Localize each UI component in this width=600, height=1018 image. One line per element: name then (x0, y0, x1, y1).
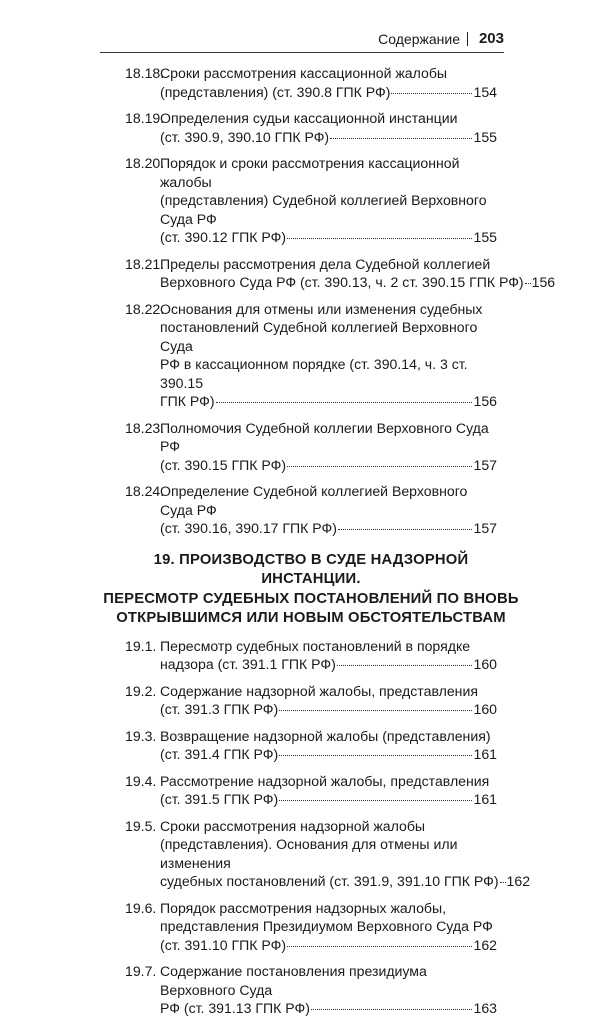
chapter-heading-line: 19. ПРОИЗВОДСТВО В СУДЕ НАДЗОРНОЙ ИНСТАНЦИИ. (153, 551, 469, 587)
toc-entry-number: 19.6. (125, 899, 157, 916)
toc-entry-title-line: Содержание постановления президиума Верховного Суда (160, 963, 427, 998)
toc-entry-last-line (160, 999, 497, 1018)
chapter-heading-line: ОТКРЫВШИМСЯ ИЛИ НОВЫМ ОБСТОЯТЕЛЬСТВАМ (116, 610, 506, 626)
toc-section-18 (125, 64, 556, 538)
toc-entry-number: 18.24. (125, 483, 165, 499)
chapter-19-heading (103, 551, 519, 629)
toc-entry-number: 18.20. (125, 155, 165, 171)
toc-entry-last-line (160, 700, 497, 719)
toc-entry-title-line: постановлений Судебной коллегией Верховного Суда (160, 319, 478, 354)
toc-entry-title-line: (ст. 390.15 ГПК РФ) (160, 456, 287, 473)
toc-entry-last-line (160, 519, 497, 538)
toc-page-number: 162 (473, 936, 497, 953)
dot-leader (279, 710, 472, 711)
toc-entry-title-line: Рассмотрение надзорной жалобы, представления (160, 772, 490, 789)
toc-section-19 (125, 637, 531, 1018)
toc-entry-body (160, 682, 497, 719)
toc-entry[interactable] (125, 482, 497, 538)
toc-entry-last-line (160, 228, 497, 247)
toc-entry-body (160, 109, 497, 146)
toc-page-number: 157 (473, 520, 497, 536)
toc-entry[interactable] (125, 64, 497, 101)
toc-entry-title-line: Сроки рассмотрения надзорной жалобы (160, 817, 426, 834)
toc-entry-title-line: Определения судьи кассационной инстанции (160, 110, 458, 126)
toc-page-number: 155 (473, 229, 497, 245)
toc-entry-last-line (160, 745, 497, 764)
toc-entry-number: 18.23. (125, 419, 165, 436)
toc-entry-title-line: Содержание надзорной жалобы, представления (160, 682, 478, 699)
toc-entry-last-line (160, 936, 497, 955)
toc-entry-body (160, 637, 497, 674)
toc-page-number: 154 (473, 83, 497, 100)
running-header (100, 28, 504, 53)
toc-entry-title-line: (ст. 391.4 ГПК РФ) (160, 746, 279, 762)
dot-leader (500, 882, 506, 883)
dot-leader (330, 138, 472, 139)
toc-entry-title-line: (ст. 390.16, 390.17 ГПК РФ) (160, 520, 337, 536)
toc-entry-title-line: Порядок рассмотрения надзорных жалобы, (160, 899, 447, 916)
toc-entry-number: 19.5. (125, 817, 157, 834)
toc-entry-last-line (160, 790, 497, 809)
toc-entry-title-line: Полномочия Судебной коллегии Верховного Суда РФ (160, 419, 489, 454)
toc-entry[interactable] (125, 109, 497, 146)
toc-page-number: 161 (473, 791, 497, 807)
toc-entry-title-line: судебных постановлений (ст. 391.9, 391.10 ГПК РФ) (160, 873, 499, 889)
toc-entry-title-line: Сроки рассмотрения кассационной жалобы (160, 65, 448, 81)
toc-entry-title-line: ГПК РФ) (160, 393, 215, 409)
dot-leader (525, 283, 531, 284)
toc-page-number: 161 (473, 746, 497, 762)
toc-entry-title-line: (представления) Судебной коллегией Верховного Суда РФ (160, 192, 487, 227)
toc-page-number: 157 (473, 456, 497, 473)
toc-entry-title-line: (представления) (ст. 390.8 ГПК РФ) (160, 83, 391, 100)
toc-entry-last-line (160, 872, 531, 891)
toc-entry-number: 18.18. (125, 65, 165, 81)
toc-entry[interactable] (125, 899, 497, 955)
toc-entry[interactable] (125, 772, 497, 809)
toc-entry-title-line: представления Президиумом Верховного Суда РФ (160, 918, 493, 934)
toc-entry-body (160, 255, 556, 292)
dot-leader (287, 466, 472, 467)
toc-entry-title-line: Порядок и сроки рассмотрения кассационной жалобы (160, 155, 460, 190)
toc-entry-title-line: надзора (ст. 391.1 ГПК РФ) (160, 656, 336, 672)
toc-page-number: 160 (473, 656, 497, 672)
toc-entry-title-line: РФ в кассационном порядке (ст. 390.14, ч. 3 ст. 390.15 (160, 356, 468, 391)
toc-page-number: 160 (473, 701, 497, 717)
toc-entry-number: 18.21. (125, 255, 165, 272)
toc-entry-last-line (160, 392, 497, 411)
toc-entry[interactable] (125, 255, 556, 292)
toc-entry[interactable] (125, 727, 497, 764)
toc-entry-number: 19.3. (125, 727, 157, 744)
dot-leader (287, 238, 472, 239)
toc-entry-title-line: Верховного Суда РФ (ст. 390.13, ч. 2 ст. 390.15 ГПК РФ) (160, 274, 524, 290)
toc-entry[interactable] (125, 419, 497, 475)
dot-leader (338, 529, 473, 530)
toc-entry-body (160, 154, 497, 247)
chapter-heading-line: ПЕРЕСМОТР СУДЕБНЫХ ПОСТАНОВЛЕНИЙ ПО ВНОВЬ (103, 590, 519, 607)
toc-entry-title-line: Пересмотр судебных постановлений в порядке (160, 637, 471, 654)
toc-entry-body (160, 817, 531, 891)
toc-entry-last-line (160, 456, 497, 475)
toc-entry-title-line: (ст. 390.9, 390.10 ГПК РФ) (160, 128, 330, 145)
toc-page-number: 162 (506, 873, 531, 889)
toc-entry-last-line (160, 83, 497, 102)
dot-leader (279, 755, 472, 756)
toc-entry[interactable] (125, 300, 497, 411)
toc-entry-title-line: (ст. 391.5 ГПК РФ) (160, 791, 279, 807)
toc-page-number: 163 (473, 1000, 497, 1016)
dot-leader (287, 946, 472, 947)
toc-entry-title-line: РФ (ст. 391.13 ГПК РФ) (160, 1000, 310, 1016)
toc-entry[interactable] (125, 817, 531, 891)
toc-entry-title-line: Возвращение надзорной жалобы (представления) (160, 727, 491, 744)
toc-entry[interactable] (125, 637, 497, 674)
toc-entry[interactable] (125, 154, 497, 247)
header-page-number: 203 (478, 30, 504, 47)
table-of-contents (103, 56, 556, 1018)
dot-leader (216, 402, 473, 403)
toc-entry-body (160, 772, 497, 809)
toc-entry-last-line (160, 273, 556, 292)
toc-entry[interactable] (125, 962, 497, 1018)
toc-entry-number: 18.19. (125, 110, 165, 126)
toc-entry-title-line: Пределы рассмотрения дела Судебной коллегией (160, 255, 491, 272)
toc-entry-last-line (160, 655, 497, 674)
dot-leader (391, 93, 472, 94)
toc-page-number: 156 (473, 393, 497, 409)
toc-entry[interactable] (125, 682, 497, 719)
toc-page-number: 156 (531, 274, 556, 290)
toc-entry-number: 19.7. (125, 963, 157, 979)
toc-entry-body (160, 300, 497, 411)
toc-entry-body (160, 482, 497, 538)
dot-leader (279, 800, 472, 801)
dot-leader (337, 665, 473, 666)
toc-entry-body (160, 727, 497, 764)
header-section-title: Содержание (378, 31, 460, 47)
toc-entry-title-line: (представления). Основания для отмены или изменения (160, 836, 458, 871)
toc-entry-number: 19.2. (125, 682, 157, 699)
toc-entry-title-line: Определение Судебной коллегией Верховного Суда РФ (160, 483, 468, 518)
header-separator (467, 32, 468, 46)
toc-entry-title-line: Основания для отмены или изменения судебных (160, 300, 483, 317)
toc-entry-title-line: (ст. 391.10 ГПК РФ) (160, 936, 287, 953)
toc-entry-title-line: (ст. 391.3 ГПК РФ) (160, 701, 279, 717)
toc-entry-number: 18.22. (125, 300, 165, 317)
toc-entry-body (160, 899, 497, 955)
dot-leader (311, 1009, 473, 1010)
toc-entry-title-line: (ст. 390.12 ГПК РФ) (160, 229, 287, 245)
toc-entry-number: 19.4. (125, 772, 157, 789)
toc-entry-last-line (160, 128, 497, 147)
toc-entry-body (160, 64, 497, 101)
toc-page-number: 155 (473, 128, 497, 145)
toc-entry-number: 19.1. (125, 637, 157, 654)
toc-entry-body (160, 419, 497, 475)
toc-entry-body (160, 962, 497, 1018)
